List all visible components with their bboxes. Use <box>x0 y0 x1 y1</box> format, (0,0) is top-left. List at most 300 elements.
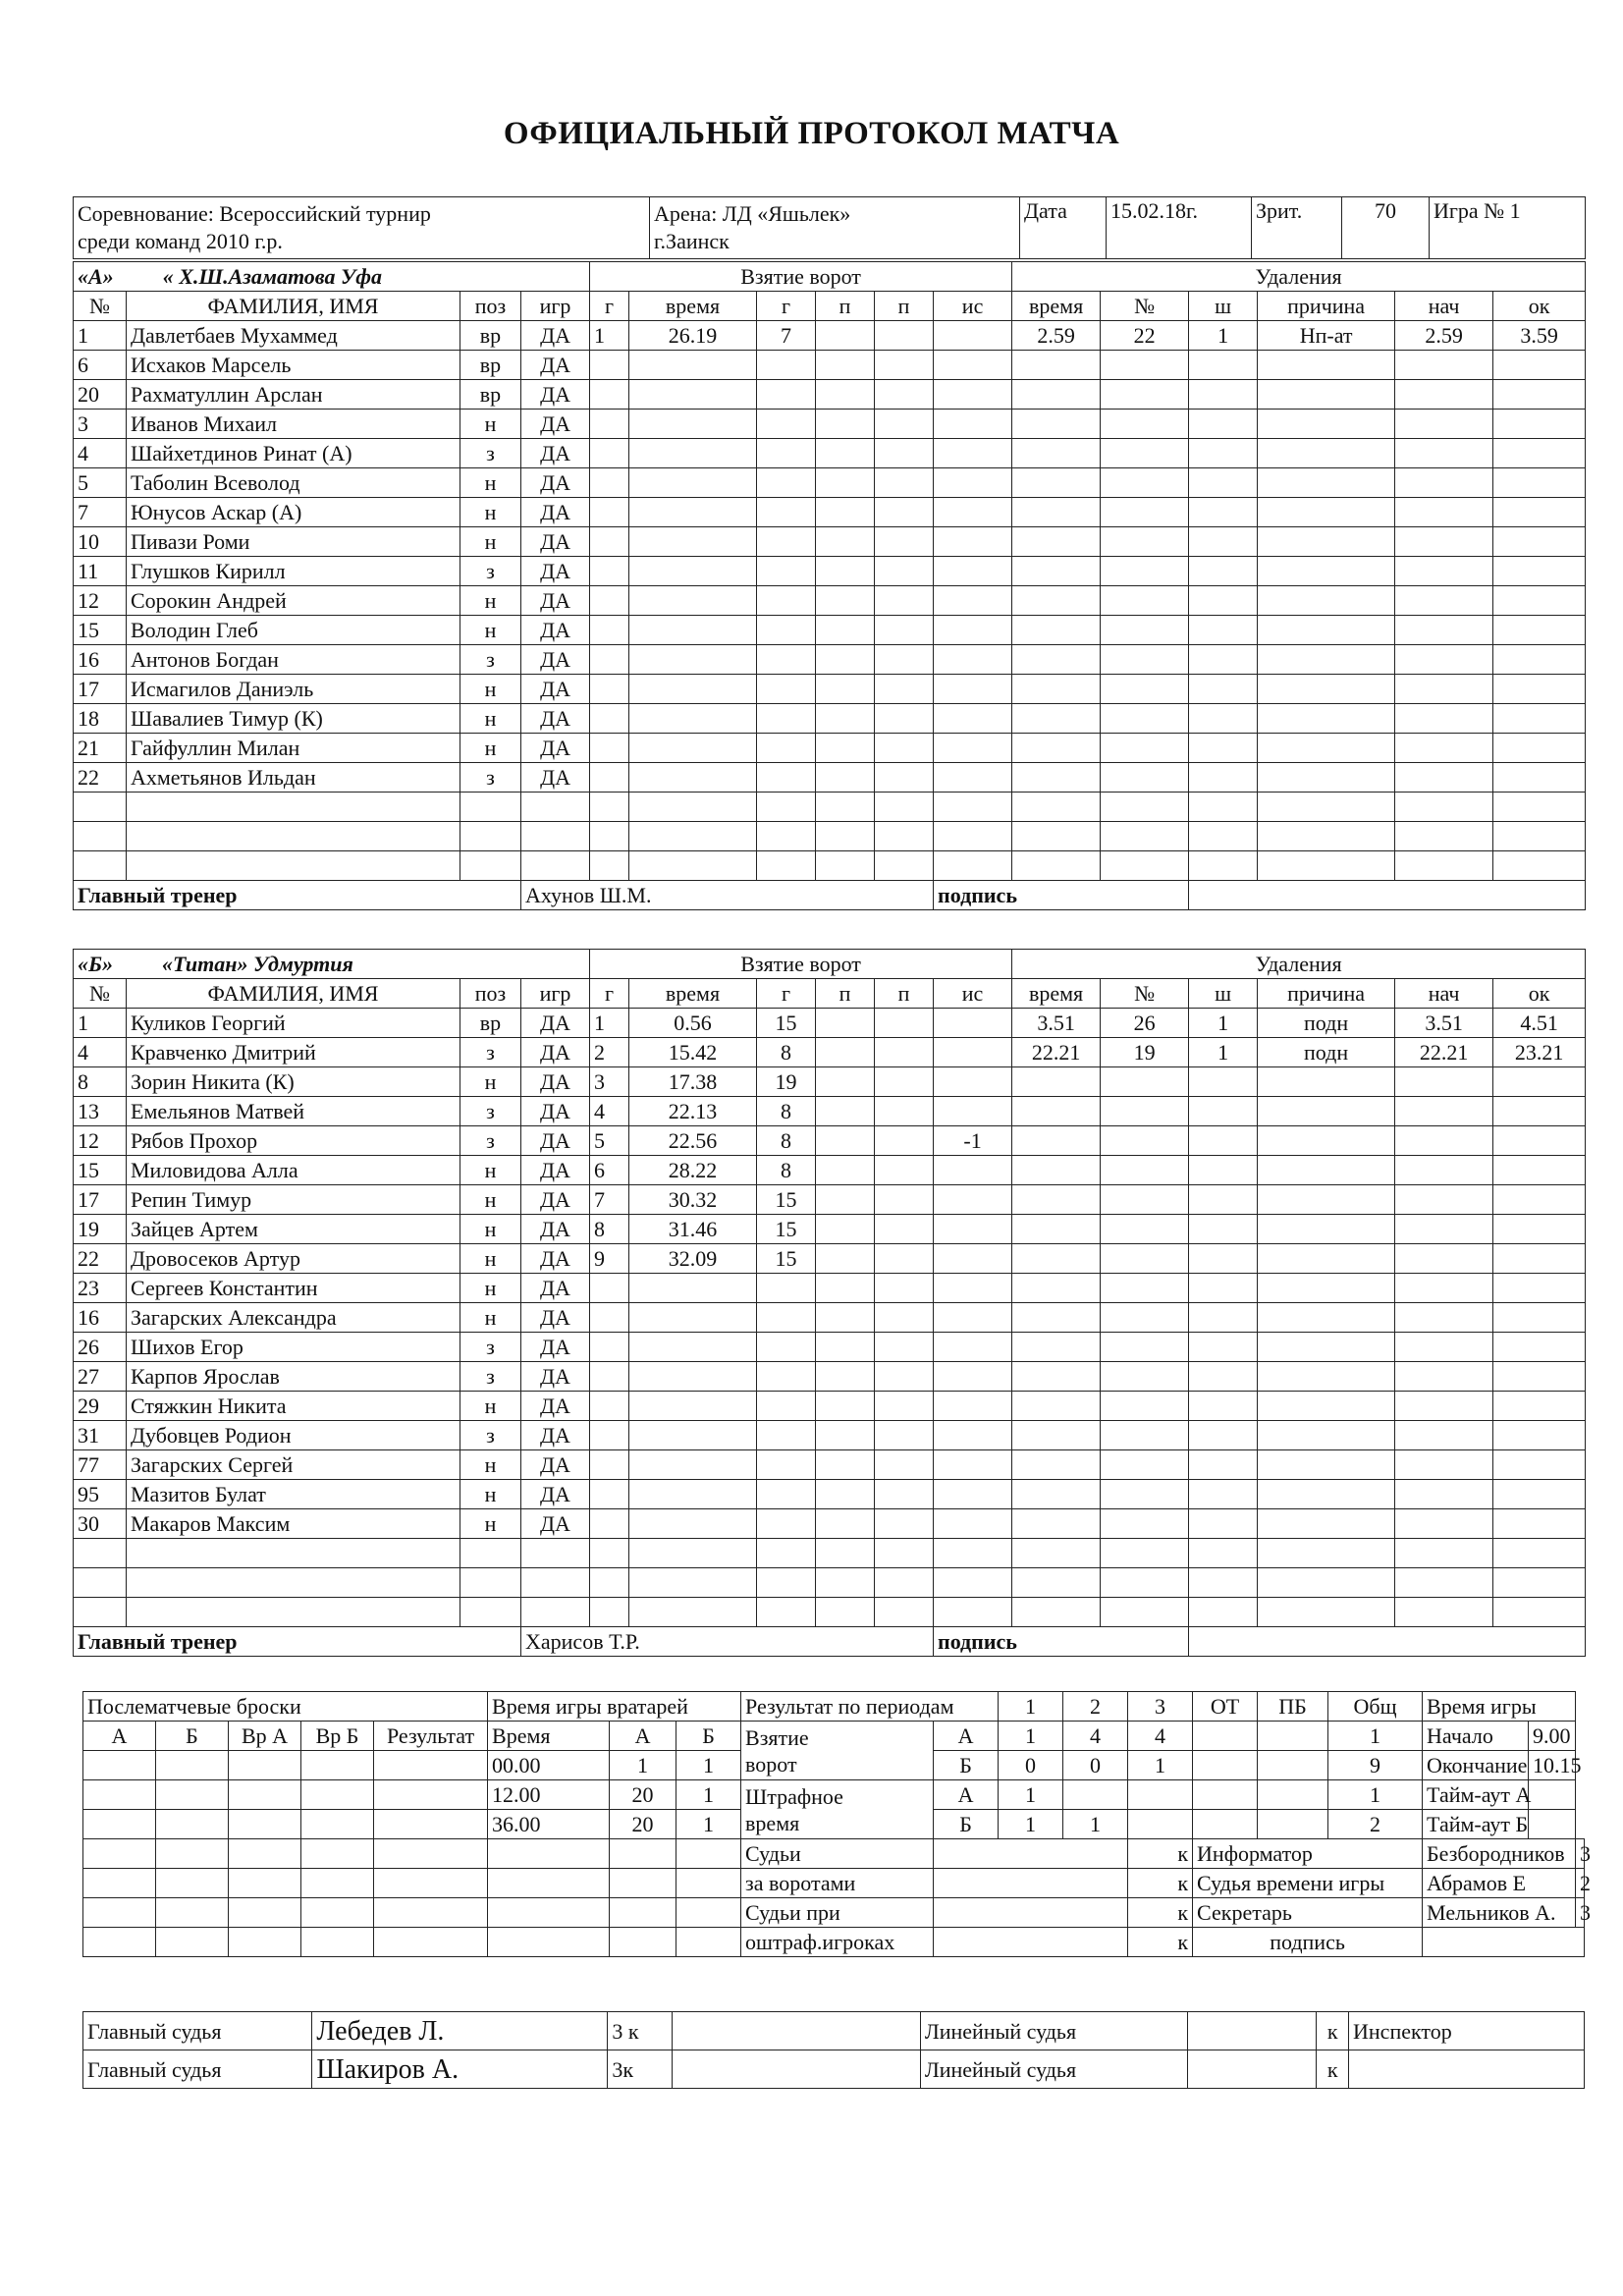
penalty-cell <box>1258 1244 1395 1274</box>
penalty-cell <box>1395 1244 1493 1274</box>
goal-cell <box>816 675 875 704</box>
goal-cell <box>875 822 934 851</box>
goal-cell <box>757 468 816 498</box>
player-number: 12 <box>74 1126 127 1156</box>
penalty-cell <box>1258 1598 1395 1627</box>
goal-cell <box>629 1421 757 1450</box>
team-title: « Х.Ш.Азаматова Уфа <box>162 264 383 289</box>
player-number <box>74 1539 127 1568</box>
timeout-a-label: Тайм-аут А <box>1423 1780 1529 1810</box>
player-plays: ДА <box>521 675 590 704</box>
penalty-cell <box>1258 793 1395 822</box>
goal-cell <box>757 1539 816 1568</box>
penalty-cell <box>1012 763 1101 793</box>
goal-cell <box>875 645 934 675</box>
penalty-cell <box>1258 1303 1395 1333</box>
player-plays: ДА <box>521 321 590 351</box>
goal-cell: 5 <box>590 1126 629 1156</box>
player-name: Дровосеков Артур <box>127 1244 460 1274</box>
goalie-cell: 20 <box>610 1780 676 1810</box>
penalty-cell: 19 <box>1101 1038 1189 1067</box>
goalie-cell <box>676 1839 741 1869</box>
penalty-cell <box>1012 1126 1101 1156</box>
penalty-cell <box>1101 351 1189 380</box>
shootout-cell <box>301 1810 374 1839</box>
penalty-cell <box>1101 1244 1189 1274</box>
goal-cell <box>629 351 757 380</box>
goal-cell: 15 <box>757 1215 816 1244</box>
player-plays: ДА <box>521 498 590 527</box>
goal-cell <box>590 616 629 645</box>
penalty-cell <box>1101 468 1189 498</box>
table-row <box>74 1539 1586 1568</box>
column-header: время <box>1012 292 1101 321</box>
penalty-cell <box>1101 1509 1189 1539</box>
player-number: 95 <box>74 1480 127 1509</box>
player-name: Шихов Егор <box>127 1333 460 1362</box>
goal-cell: 28.22 <box>629 1156 757 1185</box>
penalty-cell <box>1101 1274 1189 1303</box>
player-position: вр <box>460 380 521 410</box>
goal-cell <box>629 704 757 734</box>
goal-cell <box>934 1156 1012 1185</box>
shootout-cell <box>156 1839 229 1869</box>
player-number <box>74 822 127 851</box>
penalty-label-l2: время <box>745 1810 800 1835</box>
penalty-label-l1: Штрафное <box>745 1783 843 1809</box>
period-col: 3 <box>1128 1692 1193 1722</box>
goal-cell <box>816 439 875 468</box>
penalty-cell <box>1258 557 1395 586</box>
penalty-cell <box>1101 763 1189 793</box>
player-name: Иванов Михаил <box>127 410 460 439</box>
player-position <box>460 851 521 881</box>
penalty-cell <box>1189 1156 1258 1185</box>
penalty-cell <box>1189 763 1258 793</box>
goal-cell <box>590 1362 629 1392</box>
player-position: н <box>460 1274 521 1303</box>
penalty-cell <box>1189 1185 1258 1215</box>
goal-cell <box>590 586 629 616</box>
goal-cell <box>757 1274 816 1303</box>
penalty-cell: подн <box>1258 1009 1395 1038</box>
goal-cell <box>629 822 757 851</box>
goal-cell <box>934 1450 1012 1480</box>
column-header: г <box>757 979 816 1009</box>
shootout-cell <box>374 1928 488 1957</box>
goal-cell <box>590 1539 629 1568</box>
goal-cell <box>590 1598 629 1627</box>
player-number: 19 <box>74 1215 127 1244</box>
goal-cell <box>934 1244 1012 1274</box>
penalty-cell <box>1395 351 1493 380</box>
goal-cell: 2 <box>590 1038 629 1067</box>
shootout-cell <box>229 1839 301 1869</box>
column-header: № <box>1101 979 1189 1009</box>
goal-cell <box>934 410 1012 439</box>
shootout-cell <box>301 1751 374 1780</box>
goal-cell <box>816 498 875 527</box>
coach-label: Главный тренер <box>74 881 521 910</box>
penalty-cell <box>1012 616 1101 645</box>
penalty-cell <box>1012 527 1101 557</box>
penalty-cell <box>1101 1067 1189 1097</box>
penalty-cell <box>1012 586 1101 616</box>
table-row <box>74 675 1586 704</box>
player-plays: ДА <box>521 1244 590 1274</box>
goal-cell <box>757 410 816 439</box>
player-name: Глушков Кирилл <box>127 557 460 586</box>
goal-cell <box>757 734 816 763</box>
penalty-cell <box>1493 822 1586 851</box>
player-name: Володин Глеб <box>127 616 460 645</box>
penalty-cell <box>1101 1156 1189 1185</box>
table-row <box>74 380 1586 410</box>
goal-cell <box>875 557 934 586</box>
player-position: н <box>460 527 521 557</box>
penalty-cell <box>1493 1568 1586 1598</box>
goal-cell <box>757 527 816 557</box>
table-row <box>74 586 1586 616</box>
penalty-cell <box>1012 1421 1101 1450</box>
penalty-cell <box>1258 1126 1395 1156</box>
goal-cell <box>590 704 629 734</box>
goal-cell <box>816 1392 875 1421</box>
goal-cell: 1 <box>590 321 629 351</box>
main-referee-name: Лебедев Л. <box>312 2012 608 2050</box>
penalty-cell <box>1493 1097 1586 1126</box>
player-name: Кравченко Дмитрий <box>127 1038 460 1067</box>
goal-cell <box>875 793 934 822</box>
line-referee-category: к <box>1317 2012 1349 2050</box>
goals-b-cell <box>1258 1751 1328 1780</box>
player-name: Куликов Георгий <box>127 1009 460 1038</box>
referees-table <box>82 2011 1585 2089</box>
goalie-cell: 1 <box>676 1810 741 1839</box>
goals-a-cell: 4 <box>1063 1722 1128 1751</box>
goal-cell: 8 <box>757 1156 816 1185</box>
column-header: игр <box>521 979 590 1009</box>
official-name <box>1423 1928 1585 1957</box>
penalty-cell <box>1395 1067 1493 1097</box>
column-header: причина <box>1258 979 1395 1009</box>
player-position: н <box>460 1156 521 1185</box>
player-plays: ДА <box>521 1333 590 1362</box>
goal-cell <box>629 616 757 645</box>
penalty-cell <box>1012 557 1101 586</box>
penalty-cell <box>1395 616 1493 645</box>
goal-cell <box>934 1598 1012 1627</box>
end-label: Окончание <box>1423 1751 1529 1780</box>
goal-cell <box>934 321 1012 351</box>
goal-cell <box>934 1568 1012 1598</box>
player-number: 4 <box>74 439 127 468</box>
player-name: Дубовцев Родион <box>127 1421 460 1450</box>
player-position: з <box>460 1038 521 1067</box>
column-header: поз <box>460 979 521 1009</box>
team-b-table <box>73 949 1586 1657</box>
goal-cell <box>934 675 1012 704</box>
goal-cell <box>757 1568 816 1598</box>
shootout-col: Вр А <box>229 1722 301 1751</box>
penalty-cell <box>1101 1303 1189 1333</box>
penalty-cell <box>1493 675 1586 704</box>
player-number <box>74 1568 127 1598</box>
official-judge-name <box>934 1869 1128 1898</box>
penalty-cell <box>1189 1303 1258 1333</box>
player-plays <box>521 1539 590 1568</box>
player-position <box>460 1539 521 1568</box>
goal-cell <box>875 1450 934 1480</box>
table-row <box>74 851 1586 881</box>
player-position: з <box>460 1333 521 1362</box>
player-name: Гайфуллин Милан <box>127 734 460 763</box>
player-name: Рахматуллин Арслан <box>127 380 460 410</box>
team-a-mark: А <box>934 1722 999 1751</box>
player-plays: ДА <box>521 527 590 557</box>
column-header: г <box>757 292 816 321</box>
penalty-cell <box>1258 822 1395 851</box>
goal-cell <box>590 763 629 793</box>
penalty-cell <box>1189 1392 1258 1421</box>
penalty-cell <box>1012 1097 1101 1126</box>
goal-cell <box>590 645 629 675</box>
penalty-cell <box>1189 1539 1258 1568</box>
penalty-cell <box>1189 734 1258 763</box>
goal-cell <box>816 1156 875 1185</box>
penalty-cell <box>1101 1480 1189 1509</box>
penalty-cell <box>1493 1215 1586 1244</box>
period-col: Общ <box>1328 1692 1423 1722</box>
goalie-cell: 12.00 <box>488 1780 610 1810</box>
goal-cell <box>757 1333 816 1362</box>
goal-cell <box>590 1303 629 1333</box>
goal-cell: 32.09 <box>629 1244 757 1274</box>
goal-cell <box>757 586 816 616</box>
goals-section-header: Взятие ворот <box>590 262 1012 292</box>
penalty-cell <box>1189 1421 1258 1450</box>
player-name: Сергеев Константин <box>127 1274 460 1303</box>
spectators-label: Зрит. <box>1252 197 1342 259</box>
official-sign: подпись <box>1193 1928 1423 1957</box>
player-position <box>460 1598 521 1627</box>
goal-cell <box>934 1333 1012 1362</box>
penalty-cell <box>1189 557 1258 586</box>
penalties-section-header: Удаления <box>1012 262 1586 292</box>
goal-cell <box>629 645 757 675</box>
penalty-cell <box>1395 1509 1493 1539</box>
shootout-cell <box>374 1839 488 1869</box>
player-position: з <box>460 1421 521 1450</box>
shootout-cell <box>301 1780 374 1810</box>
penalty-cell: 3.59 <box>1493 321 1586 351</box>
player-plays: ДА <box>521 439 590 468</box>
penalties-section-header: Удаления <box>1012 950 1586 979</box>
penalty-cell <box>1395 1303 1493 1333</box>
table-row <box>74 1097 1586 1126</box>
column-header: ок <box>1493 979 1586 1009</box>
goal-cell <box>875 439 934 468</box>
penalty-cell <box>1258 734 1395 763</box>
table-row <box>74 1126 1586 1156</box>
goal-cell <box>875 675 934 704</box>
player-plays: ДА <box>521 1215 590 1244</box>
penalty-cell <box>1012 645 1101 675</box>
goal-cell <box>934 1038 1012 1067</box>
penalty-cell <box>1258 1333 1395 1362</box>
goal-cell <box>875 380 934 410</box>
penalty-cell <box>1395 1215 1493 1244</box>
goalie-cell <box>488 1898 610 1928</box>
official-category: 3 <box>1576 1839 1585 1869</box>
player-number: 15 <box>74 1156 127 1185</box>
table-row <box>74 1215 1586 1244</box>
penalty-cell <box>1395 586 1493 616</box>
goalie-col: Б <box>676 1722 741 1751</box>
goal-cell <box>629 1450 757 1480</box>
goals-b-cell: 0 <box>999 1751 1063 1780</box>
player-number: 18 <box>74 704 127 734</box>
goal-cell: 9 <box>590 1244 629 1274</box>
penalty-cell <box>1189 793 1258 822</box>
penalty-cell <box>1395 468 1493 498</box>
penalty-cell <box>1258 1568 1395 1598</box>
team-b-mark: Б <box>934 1751 999 1780</box>
penalty-cell <box>1395 1568 1493 1598</box>
goal-cell <box>816 1274 875 1303</box>
table-row <box>74 527 1586 557</box>
penalty-cell: подн <box>1258 1038 1395 1067</box>
category-mark: к <box>1128 1928 1193 1957</box>
goal-cell <box>629 793 757 822</box>
player-number <box>74 793 127 822</box>
sign-field <box>1189 881 1586 910</box>
goal-cell <box>816 1126 875 1156</box>
table-row <box>74 645 1586 675</box>
player-number: 22 <box>74 1244 127 1274</box>
goal-cell <box>875 527 934 557</box>
penalty-cell <box>1493 527 1586 557</box>
goal-cell <box>875 1097 934 1126</box>
penalty-cell <box>1012 1598 1101 1627</box>
goal-cell <box>816 763 875 793</box>
goal-cell <box>875 1362 934 1392</box>
line-referee-name <box>1188 2012 1317 2050</box>
penalty-cell <box>1493 734 1586 763</box>
goal-cell <box>757 1392 816 1421</box>
penalty-cell <box>1189 498 1258 527</box>
penalty-cell <box>1395 1480 1493 1509</box>
player-name: Зайцев Артем <box>127 1215 460 1244</box>
table-row <box>74 1480 1586 1509</box>
penalty-cell <box>1012 1568 1101 1598</box>
goal-cell <box>875 1156 934 1185</box>
goal-cell <box>590 1509 629 1539</box>
penalty-cell <box>1101 1362 1189 1392</box>
penalty-cell <box>1258 380 1395 410</box>
pen-b-cell: 1 <box>1063 1810 1128 1839</box>
penalty-cell <box>1258 1097 1395 1126</box>
goal-cell <box>816 586 875 616</box>
team-a-mark: А <box>934 1780 999 1810</box>
goal-cell <box>757 1303 816 1333</box>
player-plays: ДА <box>521 1509 590 1539</box>
goal-cell <box>816 734 875 763</box>
penalty-cell <box>1395 704 1493 734</box>
goalie-cell: 36.00 <box>488 1810 610 1839</box>
penalty-cell <box>1493 851 1586 881</box>
player-plays <box>521 822 590 851</box>
penalty-cell <box>1189 1362 1258 1392</box>
goal-cell <box>629 439 757 468</box>
goal-cell <box>629 763 757 793</box>
goal-cell: 19 <box>757 1067 816 1097</box>
goals-section-header: Взятие ворот <box>590 950 1012 979</box>
penalty-cell: 2.59 <box>1012 321 1101 351</box>
penalty-cell <box>1493 1450 1586 1480</box>
column-header: г <box>590 292 629 321</box>
goal-cell <box>816 1598 875 1627</box>
goal-cell: 15 <box>757 1244 816 1274</box>
main-referee-label: Главный судья <box>83 2050 312 2089</box>
penalty-cell <box>1395 527 1493 557</box>
table-row <box>74 616 1586 645</box>
period-col: ОТ <box>1193 1692 1258 1722</box>
main-referee-sign <box>672 2050 920 2089</box>
goal-cell: 4 <box>590 1097 629 1126</box>
player-number: 27 <box>74 1362 127 1392</box>
player-number: 8 <box>74 1067 127 1097</box>
shootout-cell <box>229 1780 301 1810</box>
penalty-cell <box>1101 1185 1189 1215</box>
penalty-cell <box>1101 1392 1189 1421</box>
penalty-cell <box>1395 1392 1493 1421</box>
player-position <box>460 1568 521 1598</box>
shootout-cell <box>156 1751 229 1780</box>
column-header: ок <box>1493 292 1586 321</box>
goal-cell <box>934 498 1012 527</box>
penalty-cell: 1 <box>1189 1009 1258 1038</box>
shootout-cell <box>374 1869 488 1898</box>
goal-cell: 7 <box>590 1185 629 1215</box>
player-position <box>460 822 521 851</box>
goal-cell <box>629 1392 757 1421</box>
table-row <box>74 1274 1586 1303</box>
penalty-cell <box>1012 439 1101 468</box>
main-referee-label: Главный судья <box>83 2012 312 2050</box>
player-position <box>460 793 521 822</box>
goals-a-cell: 1 <box>1328 1722 1423 1751</box>
penalty-cell <box>1189 704 1258 734</box>
player-position: н <box>460 468 521 498</box>
penalty-cell: 1 <box>1189 321 1258 351</box>
player-number: 29 <box>74 1392 127 1421</box>
goal-cell: 15 <box>757 1009 816 1038</box>
pen-a-cell: 1 <box>1328 1780 1423 1810</box>
shootout-cell <box>83 1780 156 1810</box>
goal-cell <box>875 1598 934 1627</box>
goal-cell <box>875 1067 934 1097</box>
goalie-cell <box>610 1898 676 1928</box>
penalty-cell <box>1258 527 1395 557</box>
table-row <box>74 822 1586 851</box>
goal-cell <box>934 1097 1012 1126</box>
player-plays: ДА <box>521 645 590 675</box>
table-row <box>74 1598 1586 1627</box>
game-number: Игра № 1 <box>1430 197 1586 259</box>
category-mark: к <box>1128 1869 1193 1898</box>
penalty-cell <box>1395 1421 1493 1450</box>
